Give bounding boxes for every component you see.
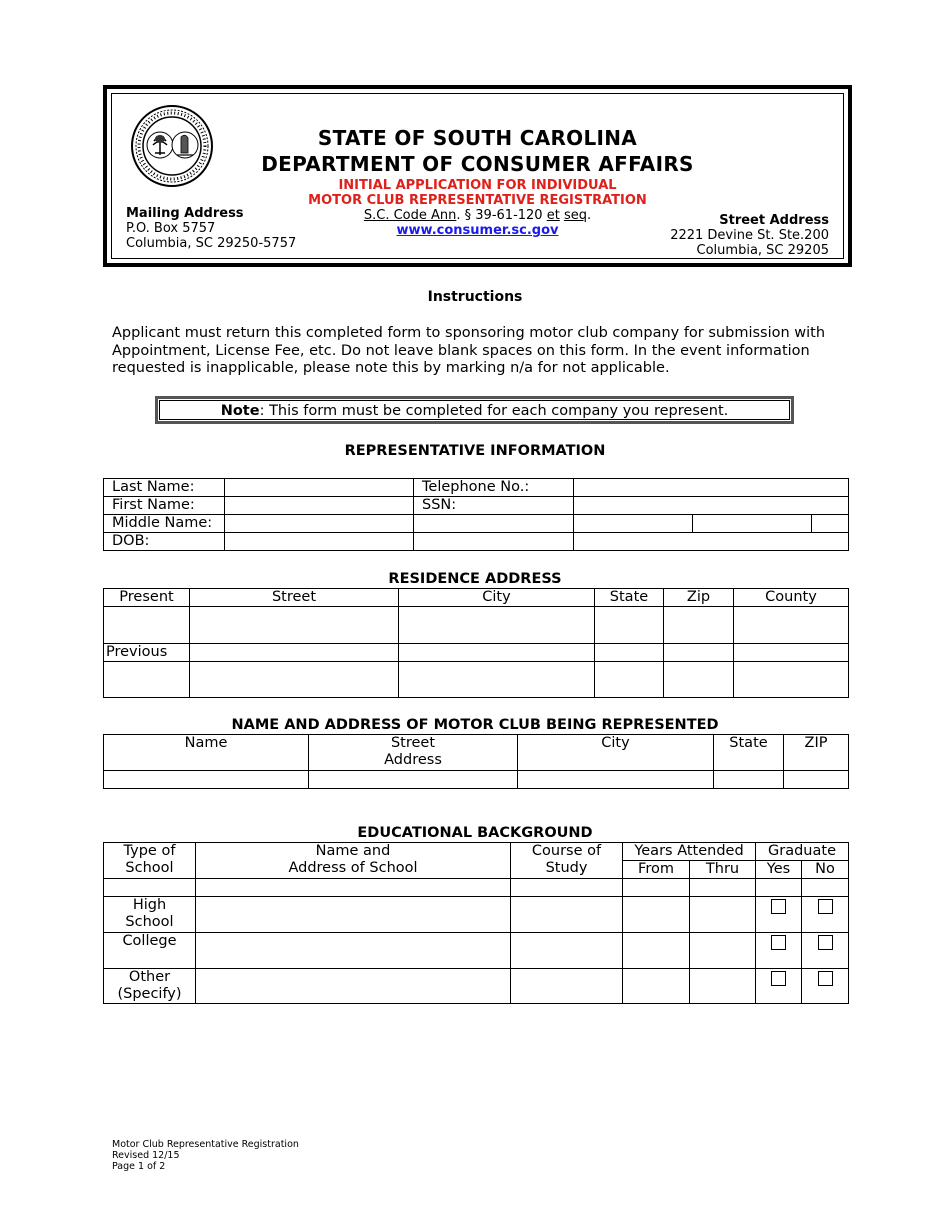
blank-cell[interactable] [734,644,849,662]
club-zip-field[interactable] [784,771,849,789]
table-row [104,515,849,533]
footer-revision: Revised 12/15 [112,1150,180,1161]
table-row [104,644,849,662]
college-yes-checkbox[interactable] [771,935,786,950]
residence-table [103,588,849,698]
blank-cell[interactable] [574,515,693,533]
instructions-text: Applicant must return this completed form to sponsoring motor club company for submission with Appointment, License Fee, etc. Do not leave blank spaces on this form. In the event information requested is inapplicable, please note this by marking n/a for not applicable. [112,325,826,376]
college-name-field[interactable] [196,933,511,969]
blank-cell[interactable] [812,515,849,533]
table-row [104,607,849,644]
code-ann: S.C. Code Ann [363,208,457,223]
note-label: Note [220,403,260,419]
blank-cell[interactable] [802,879,849,897]
high-school-no-cell [802,897,849,933]
first-name-field[interactable] [225,497,414,515]
table-row [104,589,849,607]
name-and-label: Name and [315,843,391,859]
blank-cell[interactable] [104,607,190,644]
club-street-header-line2: Address [384,752,442,768]
table-row [104,497,849,515]
club-name-field[interactable] [104,771,309,789]
from-header: From [623,861,690,879]
present-street-field[interactable] [190,607,399,644]
other-label [104,969,196,1004]
table-row [104,879,849,897]
thru-header: Thru [690,861,756,879]
school-label: School [125,860,174,876]
motor-club-section-title: NAME AND ADDRESS OF MOTOR CLUB BEING REPRESENTED [231,717,719,733]
last-name-field[interactable] [225,479,414,497]
specify-label: (Specify) [117,986,182,1002]
graduate-header: Graduate [756,843,849,861]
representative-table [103,478,849,551]
note-body: : This form must be completed for each company you represent. [259,403,729,419]
previous-street-field[interactable] [190,662,399,698]
high-school-label [104,897,196,933]
blank-cell[interactable] [574,533,849,551]
years-attended-header: Years Attended [623,843,756,861]
blank-cell[interactable] [399,644,595,662]
club-name-header: Name [104,735,309,771]
table-row [104,533,849,551]
code-seq: seq [563,208,587,223]
college-yes-cell [756,933,802,969]
table-row [104,897,849,933]
present-header: Present [104,589,190,607]
code-section: . § 39-61-120 [456,208,547,223]
city-header: City [399,589,595,607]
last-name-label: Last Name: [104,479,225,497]
table-row [104,969,849,1004]
blank-cell[interactable] [104,662,190,698]
blank-cell[interactable] [511,879,623,897]
previous-county-field[interactable] [734,662,849,698]
study-label: Study [545,860,588,876]
street-address-line1: 2221 Devine St. Ste.200 [670,228,829,243]
street-header: Street [190,589,399,607]
club-state-field[interactable] [714,771,784,789]
high-school-yes-cell [756,897,802,933]
type-of-school-header [104,843,196,879]
subtitle-line-1: INITIAL APPLICATION FOR INDIVIDUAL [338,178,617,193]
other-course-field[interactable] [511,969,623,1004]
other-no-checkbox[interactable] [818,971,833,986]
high-school-yes-checkbox[interactable] [771,899,786,914]
code-et: et [546,208,560,223]
mailing-address-line2: Columbia, SC 29250-5757 [126,236,297,251]
previous-label: Previous [104,644,190,662]
club-street-field[interactable] [309,771,518,789]
header-inner-border [111,93,844,259]
other-thru-field[interactable] [690,969,756,1004]
previous-zip-field[interactable] [664,662,734,698]
blank-cell[interactable] [595,644,664,662]
state-header: State [595,589,664,607]
present-city-field[interactable] [399,607,595,644]
blank-cell[interactable] [414,515,574,533]
other-name-field[interactable] [196,969,511,1004]
footer-form-name: Motor Club Representative Registration [112,1139,299,1150]
education-section-title: EDUCATIONAL BACKGROUND [357,825,593,841]
website-link[interactable]: www.consumer.sc.gov [396,223,559,238]
table-row [104,479,849,497]
instructions-title: Instructions [427,289,523,305]
table-row [104,933,849,969]
high-school-no-checkbox[interactable] [818,899,833,914]
telephone-label: Telephone No.: [414,479,574,497]
college-course-field[interactable] [511,933,623,969]
club-zip-header: ZIP [784,735,849,771]
club-state-header: State [714,735,784,771]
mailing-address [126,206,296,251]
course-of-study-header [511,843,623,879]
note-box [155,396,794,424]
telephone-field[interactable] [574,479,849,497]
other-from-field[interactable] [623,969,690,1004]
footer [112,1139,299,1172]
club-street-address-header [309,735,518,771]
high-school-second-line: School [125,914,174,930]
blank-cell[interactable] [664,644,734,662]
header-box [103,85,852,267]
present-county-field[interactable] [734,607,849,644]
middle-name-field[interactable] [225,515,414,533]
zip-header: Zip [664,589,734,607]
yes-header: Yes [756,861,802,879]
street-address-label: Street Address [719,213,829,228]
blank-cell[interactable] [190,644,399,662]
college-no-checkbox[interactable] [818,935,833,950]
county-header: County [734,589,849,607]
table-row [104,771,849,789]
street-address-line2: Columbia, SC 29205 [696,243,829,258]
course-of-label: Course of [531,843,602,859]
dob-field[interactable] [225,533,414,551]
table-row [104,735,849,771]
other-yes-checkbox[interactable] [771,971,786,986]
present-zip-field[interactable] [664,607,734,644]
motor-club-table [103,734,849,789]
blank-cell[interactable] [693,515,812,533]
high-school-name-field[interactable] [196,897,511,933]
blank-cell[interactable] [104,879,196,897]
code-end: . [586,208,592,223]
ssn-field[interactable] [574,497,849,515]
other-yes-cell [756,969,802,1004]
other-no-cell [802,969,849,1004]
mailing-address-label: Mailing Address [126,206,244,221]
college-from-field[interactable] [623,933,690,969]
title-line-2: DEPARTMENT OF CONSUMER AFFAIRS [261,152,694,176]
note-text [159,400,790,420]
table-row [104,843,849,861]
club-city-header: City [518,735,714,771]
college-no-cell [802,933,849,969]
representative-section-title: REPRESENTATIVE INFORMATION [344,443,606,459]
other-label-line1: Other [128,969,171,985]
club-city-field[interactable] [518,771,714,789]
high-school-from-field[interactable] [623,897,690,933]
blank-cell[interactable] [196,879,511,897]
blank-cell[interactable] [414,533,574,551]
middle-name-label: Middle Name: [104,515,225,533]
first-name-label: First Name: [104,497,225,515]
ssn-label: SSN: [414,497,574,515]
blank-cell[interactable] [756,879,802,897]
previous-city-field[interactable] [399,662,595,698]
club-street-header-line1: Street [390,735,436,751]
no-header: No [802,861,849,879]
street-address [670,213,829,258]
residence-section-title: RESIDENCE ADDRESS [388,571,562,587]
type-of-label: Type of [123,843,176,859]
college-thru-field[interactable] [690,933,756,969]
education-table [103,842,849,1004]
dob-label: DOB: [104,533,225,551]
high-school-thru-field[interactable] [690,897,756,933]
footer-page-number: Page 1 of 2 [112,1161,166,1172]
high-label: High [132,897,167,913]
blank-cell[interactable] [690,879,756,897]
blank-cell[interactable] [623,879,690,897]
present-state-field[interactable] [595,607,664,644]
high-school-course-field[interactable] [511,897,623,933]
address-of-school-label: Address of School [288,860,418,876]
subtitle-line-2: MOTOR CLUB REPRESENTATIVE REGISTRATION [308,193,647,208]
college-label: College [104,933,196,969]
mailing-address-line1: P.O. Box 5757 [126,221,216,236]
previous-state-field[interactable] [595,662,664,698]
title-line-1: STATE OF SOUTH CAROLINA [317,126,638,150]
name-address-header [196,843,511,879]
table-row [104,662,849,698]
